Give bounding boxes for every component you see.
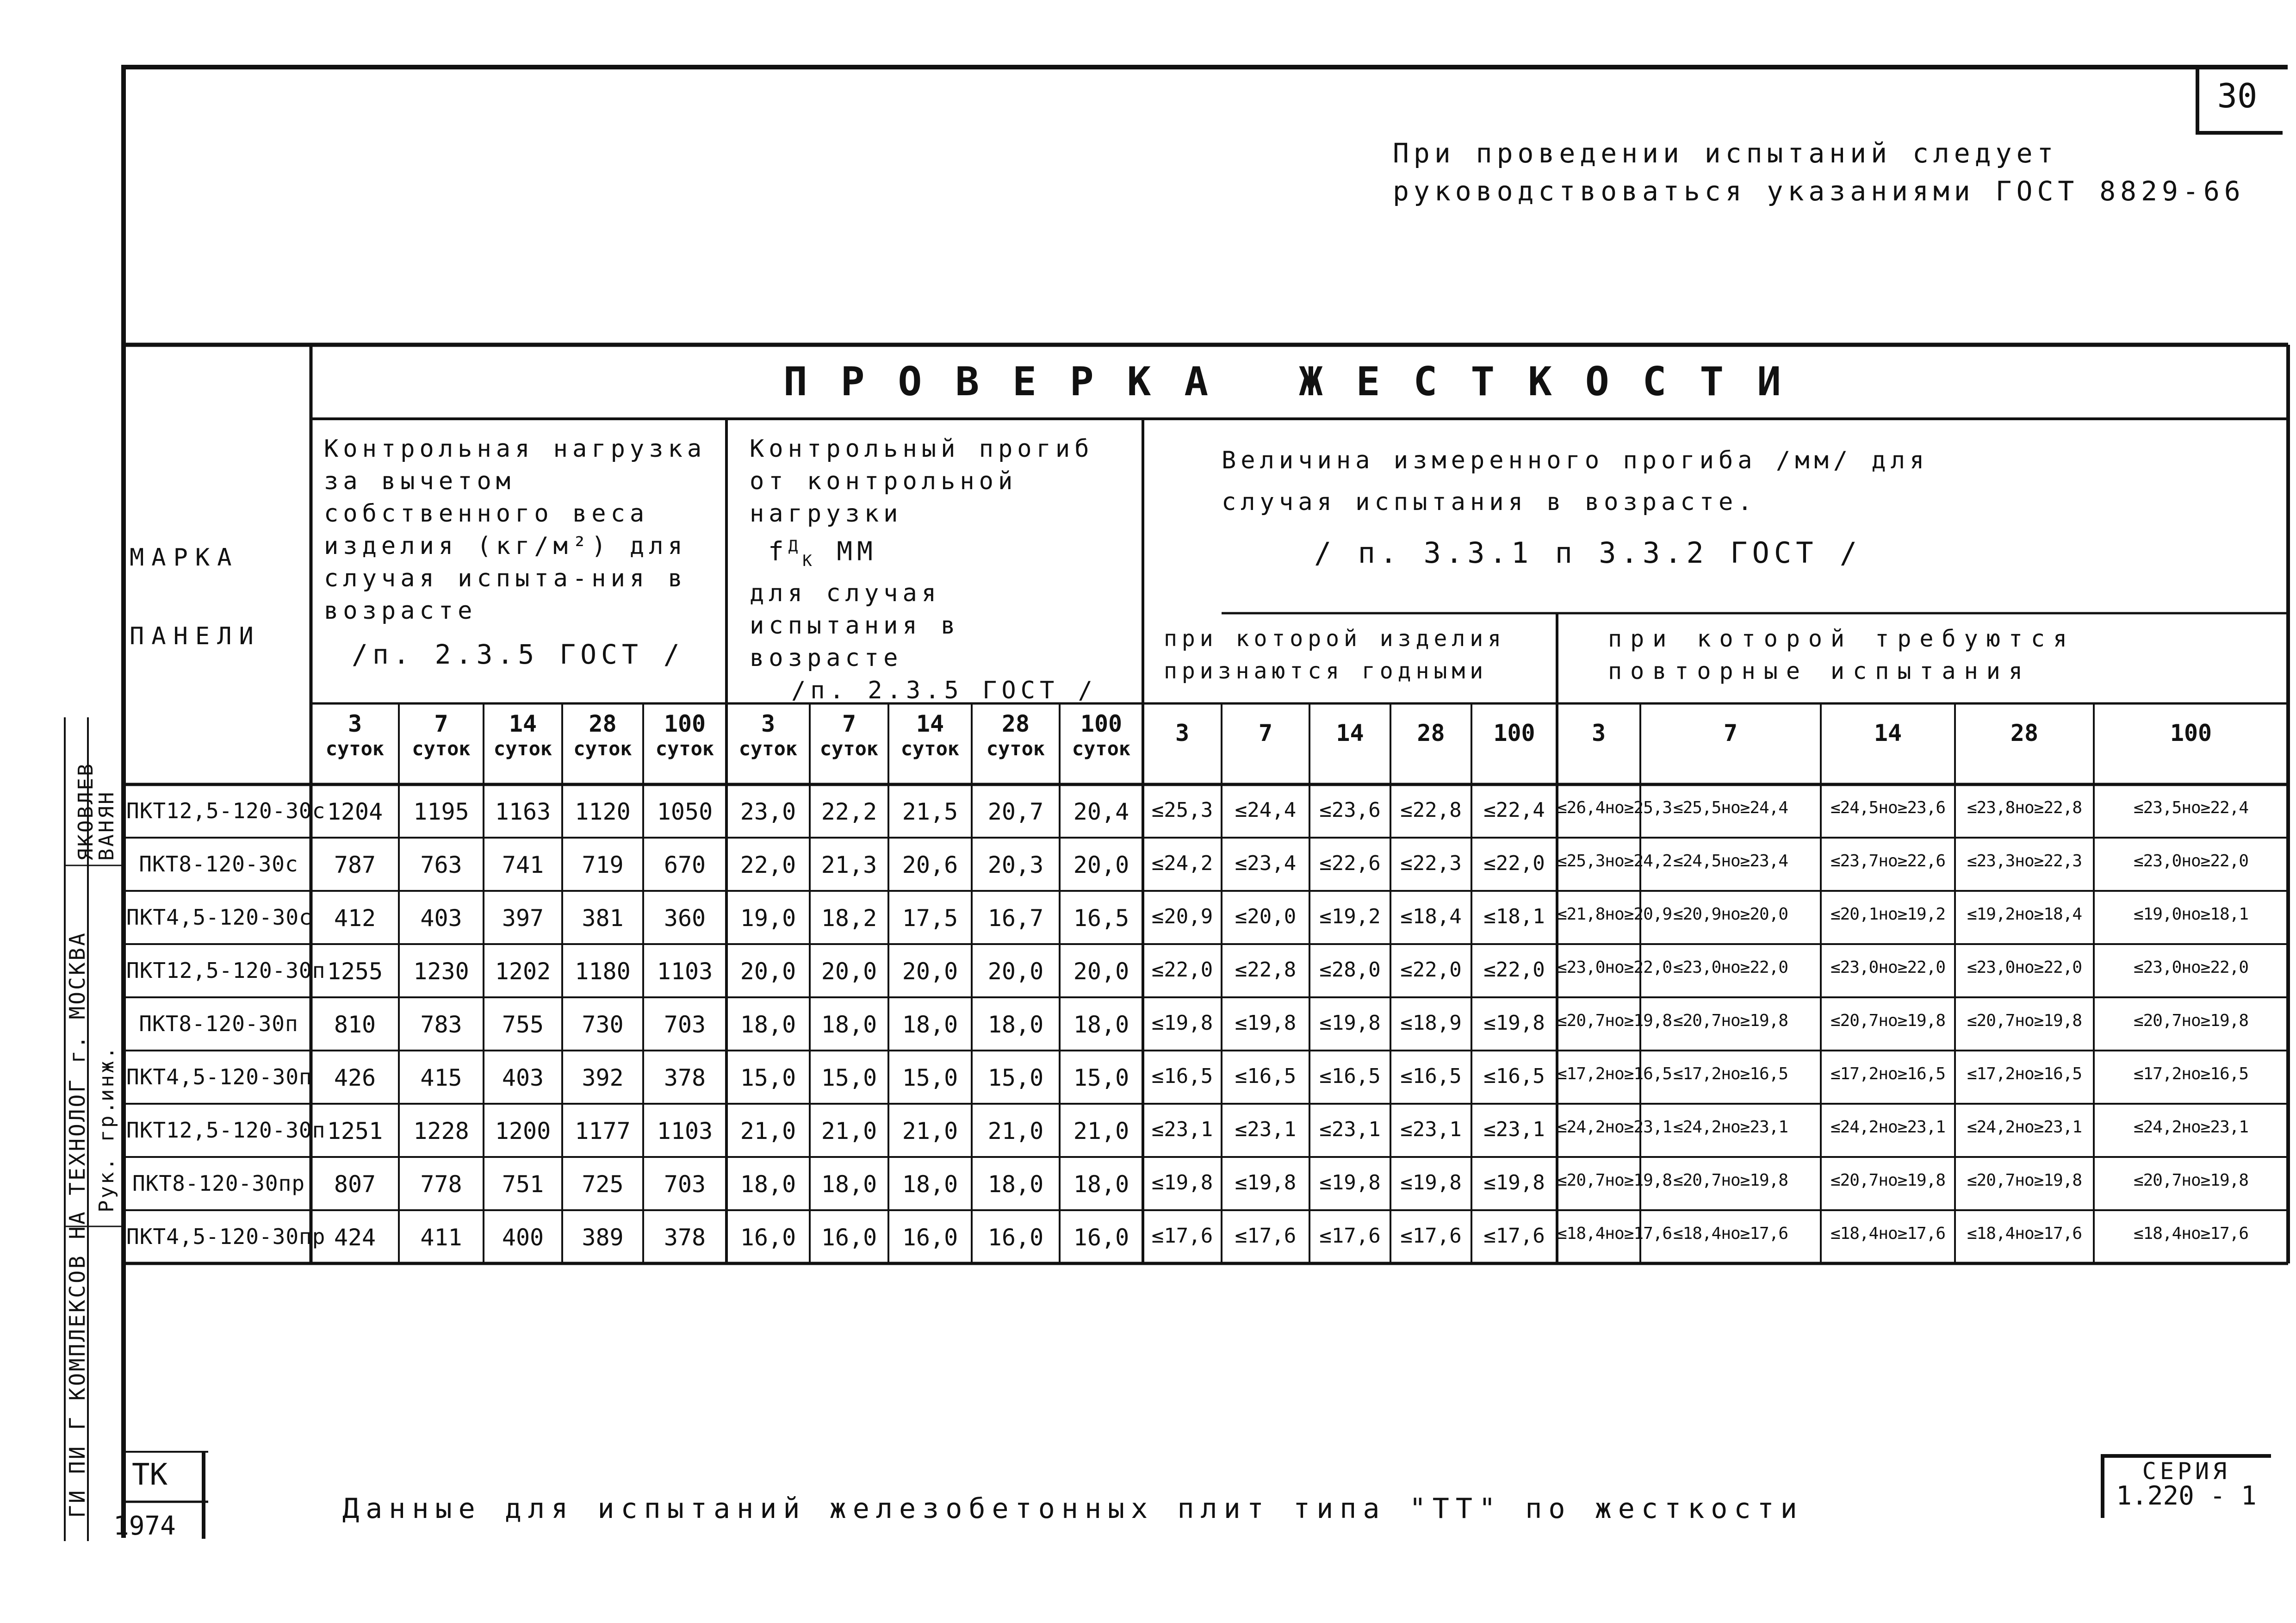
control-load-cell: 751 [502,1171,544,1198]
age-value: 3 [348,710,362,737]
control-deflection-cell: 18,0 [821,1011,877,1038]
stamp-lines [56,717,125,1541]
control-load-cell: 397 [502,905,544,932]
fit-deflection-cell: ≤23,1 [1483,1118,1545,1141]
control-deflection-cell: 19,0 [740,905,796,932]
brand-header-line2: ПАНЕЛИ [130,622,261,650]
retest-deflection-cell: ≤21,8но≥20,9 [1557,905,1672,924]
age-header-cell [311,710,399,760]
control-load-cell: 381 [582,905,624,932]
control-load-cell: 778 [420,1171,462,1198]
fit-deflection-cell: ≤22,0 [1400,958,1462,982]
retest-deflection-cell: ≤20,7но≥19,8 [1967,1011,2082,1030]
control-deflection-cell: 15,0 [1073,1064,1129,1091]
deflection-symbol [750,530,1129,577]
control-deflection-cell: 18,0 [987,1011,1044,1038]
age-value: 100 [2170,720,2212,746]
retest-deflection-cell: ≤20,7но≥19,8 [1830,1011,1946,1030]
age-header-cell [1640,720,1821,746]
control-load-cell: 719 [582,852,624,878]
age-header-cell [888,710,972,760]
age-header-cell [399,710,484,760]
retest-deflection-cell: ≤26,4но≥25,3 [1557,798,1672,817]
age-value: 7 [1258,720,1273,746]
fit-deflection-cell: ≤19,2 [1319,905,1381,928]
control-deflection-cell: 15,0 [740,1064,796,1091]
age-value: 28 [1001,710,1030,737]
age-unit: суток [986,737,1045,760]
measured-header-line1: Величина измеренного прогиба /мм/ для [1222,447,1929,474]
measured-header-ref: / п. 3.3.1 п 3.3.2 ГОСТ / [1314,536,1862,570]
retest-deflection-cell: ≤24,5но≥23,4 [1673,852,1788,871]
retest-deflection-cell: ≤17,2но≥16,5 [1967,1064,2082,1083]
control-deflection-cell: 20,0 [1073,852,1129,878]
age-header-cell [1557,720,1640,746]
retest-deflection-cell: ≤24,2но≥23,1 [1557,1118,1672,1137]
fit-deflection-cell: ≤16,5 [1400,1064,1462,1088]
control-deflection-cell: 16,0 [821,1224,877,1251]
age-value: 3 [1175,720,1190,746]
retest-deflection-cell: ≤17,2но≥16,5 [1557,1064,1672,1083]
retest-deflection-cell: ≤23,0но≥22,0 [1673,958,1788,977]
control-load-cell: 703 [664,1011,706,1038]
control-deflection-cell: 18,0 [1073,1011,1129,1038]
fit-deflection-cell: ≤17,6 [1235,1224,1297,1248]
retest-deflection-cell: ≤23,5но≥22,4 [2133,798,2249,817]
fit-deflection-cell: ≤17,6 [1319,1224,1381,1248]
age-header-cell [972,710,1060,760]
fit-deflection-cell: ≤17,6 [1151,1224,1213,1248]
control-deflection-cell: 20,6 [902,852,958,878]
deflection-header [750,433,1129,707]
control-load-cell: 1228 [413,1118,469,1144]
fit-deflection-cell: ≤19,8 [1235,1011,1297,1035]
retest-deflection-cell: ≤17,2но≥16,5 [1830,1064,1946,1083]
bottom-title: Данные для испытаний железобетонных плит типа "ТТ" по жесткости [342,1492,1804,1525]
age-header-cell [1821,720,1955,746]
fit-deflection-cell: ≤23,6 [1319,798,1381,822]
age-header-cell [643,710,726,760]
control-load-cell: 1050 [657,798,713,825]
control-load-cell: 670 [664,852,706,878]
control-load-cell: 378 [664,1064,706,1091]
retest-deflection-cell: ≤25,3но≥24,2 [1557,852,1672,871]
age-value: 7 [1723,720,1738,746]
retest-deflection-cell: ≤20,7но≥19,8 [1830,1171,1946,1190]
retest-deflection-cell: ≤24,2но≥23,1 [1967,1118,2082,1137]
retest-deflection-cell: ≤17,2но≥16,5 [2133,1064,2249,1083]
control-load-cell: 1103 [657,958,713,985]
age-value: 7 [842,710,856,737]
fit-deflection-cell: ≤18,9 [1400,1011,1462,1035]
control-deflection-cell: 21,0 [821,1118,877,1144]
fit-deflection-cell: ≤16,5 [1235,1064,1297,1088]
retest-deflection-cell: ≤20,7но≥19,8 [1557,1011,1672,1030]
control-load-cell: 378 [664,1224,706,1251]
control-load-cell: 807 [334,1171,376,1198]
age-value: 28 [1417,720,1445,746]
age-unit: суток [900,737,960,760]
age-header-cell [1309,720,1390,746]
control-load-cell: 400 [502,1224,544,1251]
deflection-unit: ММ [837,536,877,567]
fit-deflection-cell: ≤22,3 [1400,852,1462,875]
measured-header [1222,440,2240,574]
control-load-cell: 424 [334,1224,376,1251]
fit-header-line2: признаются годными [1164,658,1488,684]
age-header-cell [1143,720,1222,746]
control-load-cell: 403 [420,905,462,932]
control-deflection-cell: 21,5 [902,798,958,825]
control-deflection-cell: 16,0 [987,1224,1044,1251]
control-deflection-cell: 16,0 [1073,1224,1129,1251]
load-header [324,433,722,671]
deflection-symbol-sup: Д [788,537,803,555]
stamp-org: ГИ ПИ Г КОМПЛЕКСОВ НА ТЕХНОЛОГ г. МОСКВА [65,931,90,1518]
deflection-header-text: Контрольный прогиб от контрольной нагрузки [750,435,1094,528]
age-header-cell [1955,720,2094,746]
control-deflection-cell: 18,0 [1073,1171,1129,1198]
series-number: 1.220 - 1 [2116,1481,2257,1511]
fit-deflection-cell: ≤19,8 [1483,1171,1545,1194]
load-header-text: Контрольная нагрузка за вычетом собственного веса изделия (кг/м²) для случая испыта-ния в возрасте [324,435,707,625]
panel-brand: ПКТ4,5-120-30п [126,1064,312,1089]
control-deflection-cell: 18,0 [987,1171,1044,1198]
fit-deflection-cell: ≤23,1 [1319,1118,1381,1141]
panel-brand: ПКТ8-120-30п [139,1011,298,1036]
control-deflection-cell: 16,7 [987,905,1044,932]
control-load-cell: 1255 [327,958,383,985]
control-load-cell: 1103 [657,1118,713,1144]
age-unit: суток [1072,737,1131,760]
control-deflection-cell: 15,0 [902,1064,958,1091]
panel-brand: ПКТ12,5-120-30п [126,958,326,983]
control-deflection-cell: 20,0 [902,958,958,985]
control-deflection-cell: 22,0 [740,852,796,878]
control-deflection-cell: 20,7 [987,798,1044,825]
deflection-symbol-f: f [768,536,788,567]
control-load-cell: 426 [334,1064,376,1091]
control-deflection-cell: 15,0 [987,1064,1044,1091]
panel-brand: ПКТ4,5-120-30пр [126,1224,326,1249]
measured-header-line2: случая испытания в возрасте. [1222,488,1757,516]
retest-deflection-cell: ≤20,7но≥19,8 [1673,1011,1788,1030]
control-deflection-cell: 20,0 [987,958,1044,985]
age-unit: суток [655,737,714,760]
brand-header [130,518,296,676]
retest-deflection-cell: ≤23,0но≥22,0 [2133,852,2249,871]
retest-deflection-cell: ≤20,9но≥20,0 [1673,905,1788,924]
retest-deflection-cell: ≤20,7но≥19,8 [2133,1171,2249,1190]
retest-deflection-cell: ≤23,0но≥22,0 [1967,958,2082,977]
fit-deflection-cell: ≤20,0 [1235,905,1297,928]
control-load-cell: 1204 [327,798,383,825]
control-load-cell: 1163 [495,798,551,825]
control-deflection-cell: 20,0 [740,958,796,985]
fit-deflection-cell: ≤22,8 [1235,958,1297,982]
age-header-cell [2094,720,2288,746]
age-header-cell [562,710,643,760]
retest-header-line1: при которой требуются [1608,625,2076,652]
age-header-cell [726,710,810,760]
retest-deflection-cell: ≤17,2но≥16,5 [1673,1064,1788,1083]
control-deflection-cell: 17,5 [902,905,958,932]
fit-deflection-cell: ≤16,5 [1151,1064,1213,1088]
control-load-cell: 783 [420,1011,462,1038]
age-header-cell [1222,720,1309,746]
panel-brand: ПКТ8-120-30пр [132,1171,305,1196]
retest-deflection-cell: ≤24,2но≥23,1 [2133,1118,2249,1137]
retest-header-line2: повторные испытания [1608,658,2031,684]
fit-deflection-cell: ≤19,8 [1319,1011,1381,1035]
note-line-2: руководствоваться указаниями ГОСТ 8829-66 [1393,175,2245,207]
retest-deflection-cell: ≤20,7но≥19,8 [1673,1171,1788,1190]
panel-brand: ПКТ12,5-120-30с [126,798,326,823]
age-value: 14 [509,710,537,737]
panel-brand: ПКТ12,5-120-30п [126,1118,326,1143]
control-load-cell: 755 [502,1011,544,1038]
fit-deflection-cell: ≤23,1 [1400,1118,1462,1141]
control-load-cell: 1202 [495,958,551,985]
retest-deflection-cell: ≤20,7но≥19,8 [1967,1171,2082,1190]
control-deflection-cell: 22,2 [821,798,877,825]
fit-deflection-cell: ≤22,0 [1483,852,1545,875]
fit-deflection-cell: ≤22,4 [1483,798,1545,822]
age-value: 100 [1493,720,1535,746]
age-header-cell [484,710,562,760]
brand-header-line1: МАРКА [130,544,239,572]
age-unit: суток [573,737,632,760]
fit-deflection-cell: ≤24,2 [1151,852,1213,875]
series-label: СЕРИЯ [2142,1458,2231,1485]
fit-deflection-cell: ≤19,8 [1151,1171,1213,1194]
control-deflection-cell: 16,0 [740,1224,796,1251]
stamp-year: 1974 [113,1511,176,1541]
control-load-cell: 1251 [327,1118,383,1144]
age-value: 14 [1874,720,1902,746]
retest-deflection-cell: ≤23,3но≥22,3 [1967,852,2082,871]
control-load-cell: 787 [334,852,376,878]
control-load-cell: 415 [420,1064,462,1091]
control-deflection-cell: 21,0 [987,1118,1044,1144]
age-value: 14 [1336,720,1364,746]
retest-deflection-cell: ≤20,7но≥19,8 [1557,1171,1672,1190]
table-title: ПРОВЕРКА ЖЕСТКОСТИ [783,359,1814,405]
fit-deflection-cell: ≤19,8 [1483,1011,1545,1035]
control-load-cell: 703 [664,1171,706,1198]
fit-deflection-cell: ≤22,0 [1483,958,1545,982]
stamp-name-2: ВАНЯН [95,790,118,861]
control-load-cell: 730 [582,1011,624,1038]
control-load-cell: 1230 [413,958,469,985]
panel-brand: ПКТ8-120-30с [139,852,298,877]
fit-deflection-cell: ≤25,3 [1151,798,1213,822]
fit-deflection-cell: ≤19,8 [1400,1171,1462,1194]
control-deflection-cell: 18,0 [740,1011,796,1038]
retest-deflection-cell: ≤24,2но≥23,1 [1830,1118,1946,1137]
deflection-header-line2: для случая испытания в возрасте [750,579,960,672]
fit-deflection-cell: ≤19,8 [1319,1171,1381,1194]
retest-deflection-cell: ≤24,5но≥23,6 [1830,798,1946,817]
control-deflection-cell: 20,0 [1073,958,1129,985]
age-unit: суток [412,737,471,760]
deflection-symbol-sub: К [802,551,817,570]
deflection-header-ref: /п. 2.3.5 ГОСТ / [791,676,1097,704]
panel-brand: ПКТ4,5-120-30с [126,905,312,930]
retest-deflection-cell: ≤18,4но≥17,6 [2133,1224,2249,1243]
retest-deflection-cell: ≤18,4но≥17,6 [1830,1224,1946,1243]
age-unit: суток [819,737,879,760]
control-deflection-cell: 16,0 [902,1224,958,1251]
age-header-cell [1390,720,1471,746]
fit-deflection-cell: ≤16,5 [1483,1064,1545,1088]
control-deflection-cell: 18,0 [902,1011,958,1038]
fit-deflection-cell: ≤19,8 [1235,1171,1297,1194]
control-load-cell: 1195 [413,798,469,825]
fit-deflection-cell: ≤19,8 [1151,1011,1213,1035]
retest-deflection-cell: ≤23,0но≥22,0 [1557,958,1672,977]
fit-deflection-cell: ≤20,9 [1151,905,1213,928]
fit-deflection-cell: ≤22,0 [1151,958,1213,982]
control-load-cell: 403 [502,1064,544,1091]
control-load-cell: 810 [334,1011,376,1038]
sheet-number: 30 [2217,76,2258,115]
fit-deflection-cell: ≤24,4 [1235,798,1297,822]
fit-deflection-cell: ≤22,8 [1400,798,1462,822]
retest-deflection-cell: ≤23,0но≥22,0 [1830,958,1946,977]
fit-deflection-cell: ≤28,0 [1319,958,1381,982]
control-deflection-cell: 16,5 [1073,905,1129,932]
control-deflection-cell: 21,0 [740,1118,796,1144]
retest-deflection-cell: ≤24,2но≥23,1 [1673,1118,1788,1137]
control-load-cell: 360 [664,905,706,932]
control-load-cell: 412 [334,905,376,932]
retest-deflection-cell: ≤18,4но≥17,6 [1673,1224,1788,1243]
age-header-cell [1060,710,1143,760]
control-deflection-cell: 21,0 [1073,1118,1129,1144]
fit-deflection-cell: ≤16,5 [1319,1064,1381,1088]
control-load-cell: 1177 [575,1118,631,1144]
stamp-code: ТК [132,1458,168,1492]
retest-deflection-cell: ≤19,2но≥18,4 [1967,905,2082,924]
control-deflection-cell: 21,3 [821,852,877,878]
fit-deflection-cell: ≤22,6 [1319,852,1381,875]
control-deflection-cell: 15,0 [821,1064,877,1091]
control-deflection-cell: 23,0 [740,798,796,825]
retest-deflection-cell: ≤20,7но≥19,8 [2133,1011,2249,1030]
control-deflection-cell: 18,0 [902,1171,958,1198]
stamp-name-1: ЯКОВЛЕВ [74,762,98,861]
control-load-cell: 389 [582,1224,624,1251]
retest-header [1608,622,2284,687]
fit-deflection-cell: ≤18,1 [1483,905,1545,928]
fit-deflection-cell: ≤18,4 [1400,905,1462,928]
control-load-cell: 1120 [575,798,631,825]
control-deflection-cell: 20,4 [1073,798,1129,825]
age-value: 100 [664,710,706,737]
control-deflection-cell: 20,3 [987,852,1044,878]
control-load-cell: 1200 [495,1118,551,1144]
age-header-cell [810,710,888,760]
load-header-ref: /п. 2.3.5 ГОСТ / [352,639,684,670]
age-value: 3 [1591,720,1606,746]
control-load-cell: 1180 [575,958,631,985]
stamp-role-1: Рук. гр. [95,1100,118,1213]
retest-deflection-cell: ≤25,5но≥24,4 [1673,798,1788,817]
control-deflection-cell: 20,0 [821,958,877,985]
age-unit: суток [493,737,552,760]
control-deflection-cell: 21,0 [902,1118,958,1144]
retest-deflection-cell: ≤18,4но≥17,6 [1557,1224,1672,1243]
fit-deflection-cell: ≤23,1 [1151,1118,1213,1141]
age-value: 14 [916,710,944,737]
retest-deflection-cell: ≤23,7но≥22,6 [1830,852,1946,871]
age-header-cell [1471,720,1557,746]
age-unit: суток [738,737,798,760]
age-value: 28 [589,710,617,737]
retest-deflection-cell: ≤20,1но≥19,2 [1830,905,1946,924]
control-load-cell: 741 [502,852,544,878]
control-load-cell: 411 [420,1224,462,1251]
retest-deflection-cell: ≤23,8но≥22,8 [1967,798,2082,817]
control-deflection-cell: 18,2 [821,905,877,932]
control-load-cell: 725 [582,1171,624,1198]
retest-deflection-cell: ≤23,0но≥22,0 [2133,958,2249,977]
control-load-cell: 763 [420,852,462,878]
age-value: 100 [1080,710,1123,737]
age-value: 3 [761,710,776,737]
age-unit: суток [325,737,385,760]
age-value: 28 [2010,720,2039,746]
fit-deflection-cell: ≤17,6 [1483,1224,1545,1248]
fit-header-line1: при которой изделия [1164,626,1506,652]
fit-header [1164,622,1557,687]
control-deflection-cell: 18,0 [821,1171,877,1198]
control-load-cell: 392 [582,1064,624,1091]
note-line-1: При проведении испытаний следует [1393,137,2058,169]
control-deflection-cell: 18,0 [740,1171,796,1198]
retest-deflection-cell: ≤18,4но≥17,6 [1967,1224,2082,1243]
stamp-role-2: инж. [95,1045,118,1101]
fit-deflection-cell: ≤23,4 [1235,852,1297,875]
retest-deflection-cell: ≤19,0но≥18,1 [2133,905,2249,924]
fit-deflection-cell: ≤17,6 [1400,1224,1462,1248]
fit-deflection-cell: ≤23,1 [1235,1118,1297,1141]
age-value: 7 [434,710,448,737]
